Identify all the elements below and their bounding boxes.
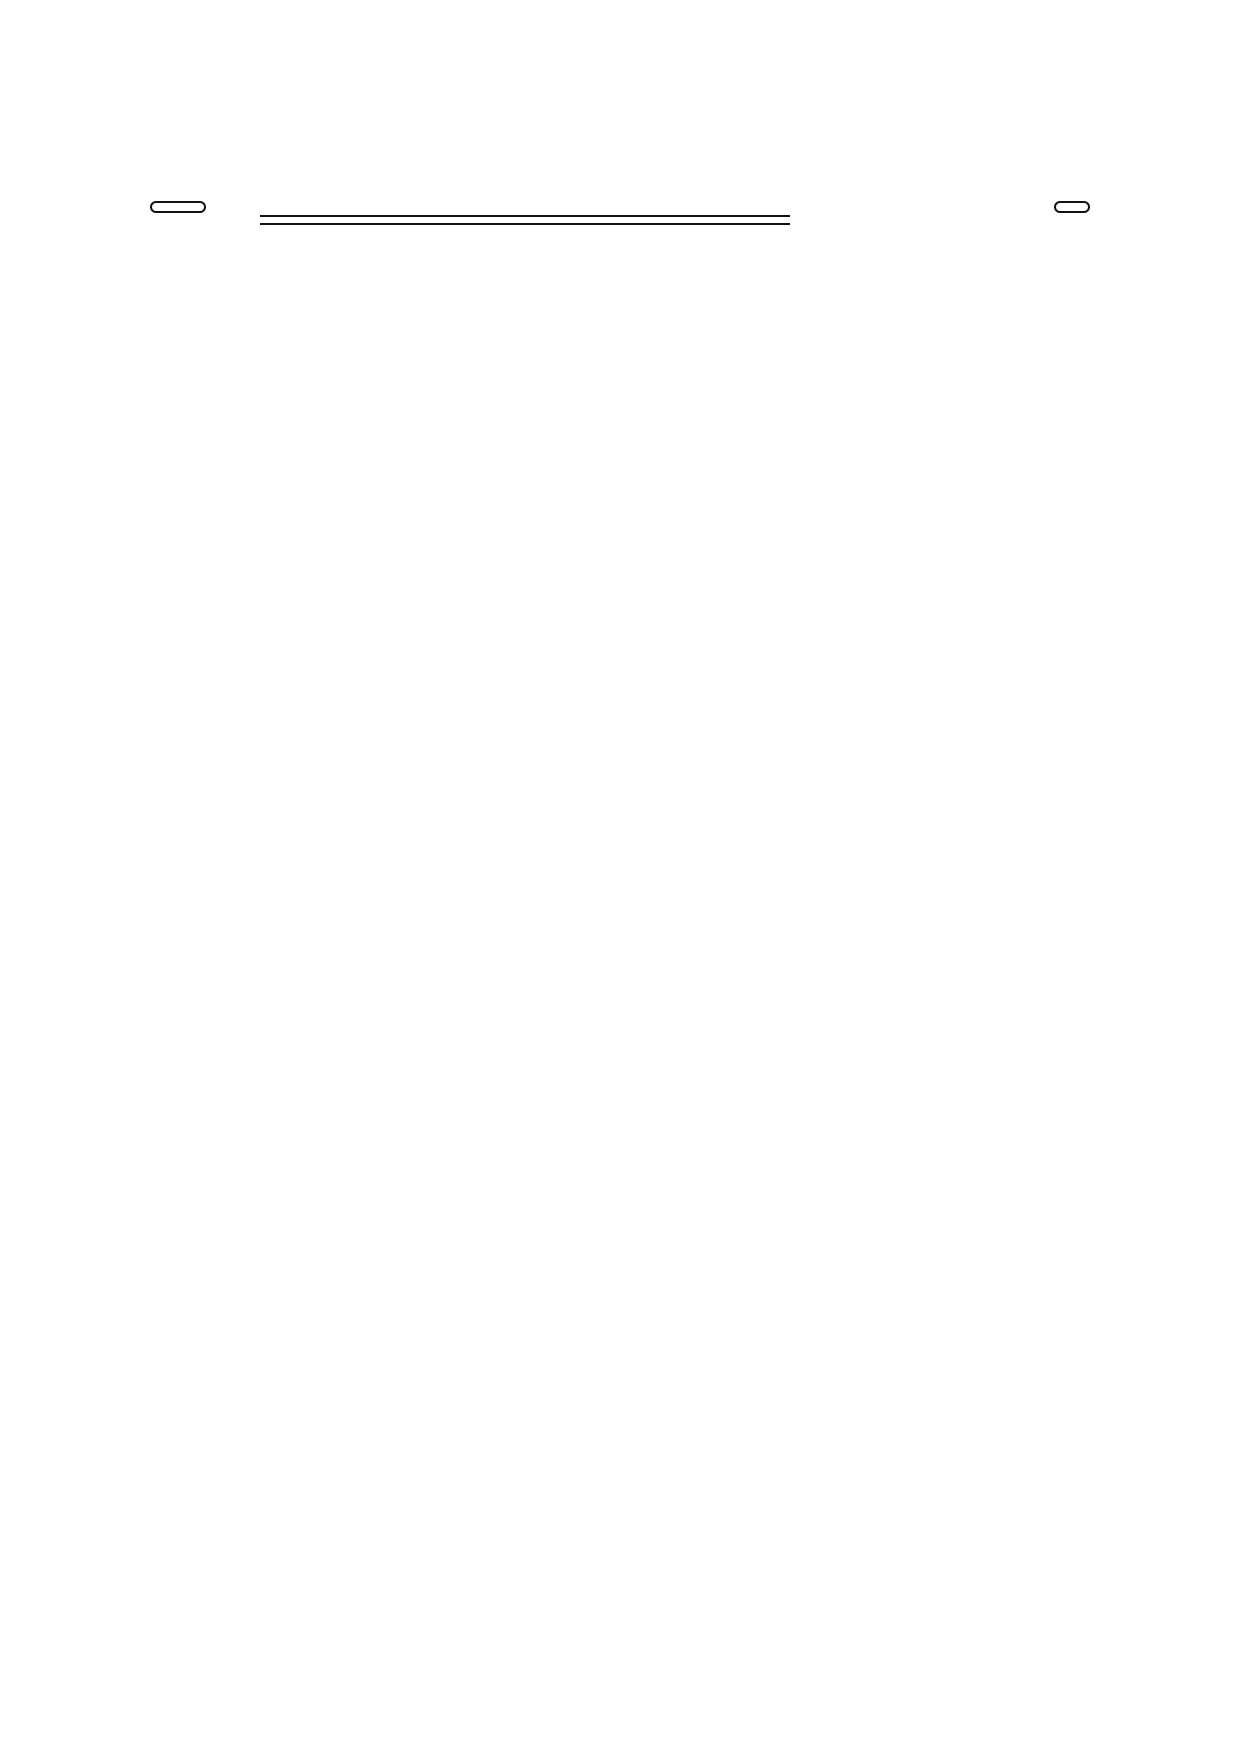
- page-number: [150, 201, 206, 213]
- book-title: [1054, 201, 1090, 213]
- document-page: [150, 195, 1090, 259]
- header-rule: [260, 215, 790, 225]
- page-header: [150, 195, 1090, 245]
